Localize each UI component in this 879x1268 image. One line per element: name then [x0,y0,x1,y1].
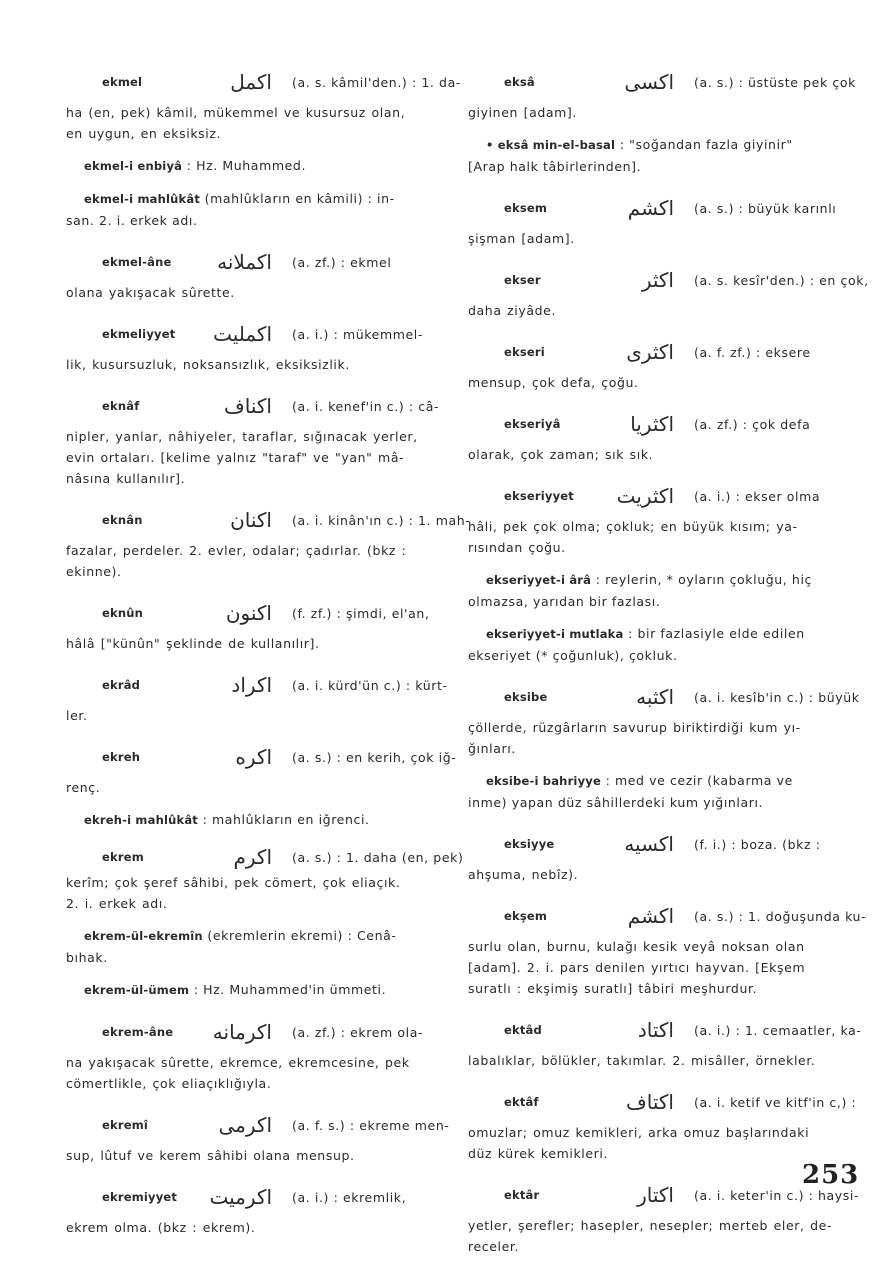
headword: ekseri [504,345,545,359]
definition-line: ha (en, pek) kâmil, mükemmel ve kusursuz olan, [66,105,406,120]
dictionary-entry [66,314,444,375]
subentry-text: bıhak. [66,950,108,965]
arabic-script: اكثبه [636,685,674,709]
headword: ekremiyyet [102,1190,178,1204]
definition-start: (a. i.) : ekremlik, [292,1189,407,1205]
subentry-text: (mahlûkların en kâmili) : in- [204,191,395,206]
headword: ekser [504,273,541,287]
entry-heading [66,386,444,426]
entry-heading [468,476,846,516]
definition-start: (a. i.) : 1. cemaatler, ka- [694,1022,862,1038]
entry-heading [66,242,444,282]
dictionary-entry [468,404,846,465]
arabic-script: اكرميت [209,1185,272,1209]
dictionary-entry [66,925,444,968]
entry-heading [66,737,457,777]
subentry-text: : Hz. Muhammed. [186,158,307,173]
headword: ektâd [504,1023,542,1037]
dictionary-entry [468,824,846,885]
dictionary-entry [66,386,444,489]
dictionary-entry [66,842,464,914]
arabic-script: اكمل [230,70,272,94]
subentry-headword: eksibe-i bahriyye [486,774,601,788]
dictionary-entry [468,896,867,999]
definition-start: (a. s.) : 1. daha (en, pek) [292,849,464,865]
dictionary-entry [66,242,444,303]
headword: ekrâd [102,678,141,692]
headword: ekremî [102,1118,149,1132]
subentry-text: san. 2. i. erkek adı. [66,213,198,228]
dictionary-entry [66,593,444,654]
entry-heading [468,896,867,936]
subentry-text: : Hz. Muhammed'in ümmeti. [193,982,387,997]
definition-line: olarak, çok zaman; sık sık. [468,447,654,462]
headword: ekşem [504,909,548,923]
dictionary-entry [66,1012,444,1094]
definition-line: receler. [468,1239,520,1254]
definition-line: ler. [66,708,88,723]
arabic-script: اكره [235,745,272,769]
definition-start: (a. zf.) : çok defa [694,416,811,432]
definition-line: sup, lûtuf ve kerem sâhibi olana mensup. [66,1148,355,1163]
headword: ekmel [102,75,143,89]
entry-heading [468,332,846,372]
definition-start: (a. s.) : en kerih, çok iğ- [292,749,457,765]
definition-line: şişman [adam]. [468,231,575,246]
entry-heading [468,260,869,300]
dictionary-entry [66,62,461,144]
dictionary-entry [66,809,444,831]
definition-line: na yakışacak sûrette, ekremce, ekremcesine, pek [66,1055,410,1070]
entry-heading [66,314,444,354]
dictionary-entry [468,134,846,177]
subentry [468,569,846,612]
dictionary-entry [468,476,846,558]
definition-line: lik, kusursuzluk, noksansızlık, eksiksizlik. [66,357,350,372]
arabic-script: اكثرى [626,340,674,364]
headword: ekmel-âne [102,255,172,269]
definition-start: (a. zf.) : ekmel [292,254,392,270]
headword: ekseriyâ [504,417,561,431]
headword: eksem [504,201,548,215]
arabic-script: اكنان [230,508,272,532]
subentry-text: : reylerin, * oyların çokluğu, hiç [595,572,813,587]
definition-line: rısından çoğu. [468,540,566,555]
dictionary-entry [468,1082,857,1164]
arabic-script: اكثريا [630,412,674,436]
subentry [468,623,846,666]
headword: ekrem-âne [102,1025,174,1039]
definition-line: surlu olan, burnu, kulağı kesik veyâ noksan olan [468,939,805,954]
definition-line: hâli, pek çok olma; çokluk; en büyük kısım; ya- [468,519,798,534]
subentry-headword: ekrem-ül-ekremîn [84,929,203,943]
subentry [468,134,846,177]
definition-line: [adam]. 2. i. pars denilen yırtıcı hayvan. [Ekşem [468,960,806,975]
definition-line: nipler, yanlar, nâhiyeler, taraflar, sığınacak yerler, [66,429,418,444]
definition-line: giyinen [adam]. [468,105,577,120]
dictionary-entry [66,188,444,231]
definition-line: hâlâ ["künûn" şeklinde de kullanılır]. [66,636,320,651]
arabic-script: اكرم [233,845,272,869]
dictionary-entry [66,665,448,726]
definition-line: kerîm; çok şeref sâhibi, pek cömert, çok eliaçık. [66,875,401,890]
arabic-script: اكشم [627,904,674,928]
definition-line: olana yakışacak sûrette. [66,285,235,300]
page-number: 253 [802,1160,860,1190]
left-column [66,62,471,1249]
entry-heading [468,404,846,444]
headword: eknân [102,513,143,527]
definition-line: çöllerde, rüzgârların savurup biriktirdiği kum yı- [468,720,801,735]
definition-line: renç. [66,780,101,795]
arabic-script: اكراد [231,673,272,697]
dictionary-entry [468,260,869,321]
definition-line: ekrem olma. (bkz : ekrem). [66,1220,256,1235]
definition-start: (a. s. kesîr'den.) : en çok, [694,272,869,288]
arabic-script: اكمليت [213,322,272,346]
entry-heading [468,824,846,864]
dictionary-entry [468,677,860,759]
headword: ekreh [102,750,141,764]
subentry-text: : "soğandan fazla giyinir" [619,137,793,152]
subentry [66,155,444,177]
subentry-text: : mahlûkların en iğrenci. [202,812,370,827]
dictionary-entry [66,737,457,798]
arabic-script: اكثر [641,268,674,292]
arabic-script: اكناف [224,394,272,418]
dictionary-entry [66,155,444,177]
entry-heading [66,500,471,540]
entry-heading [468,1010,862,1050]
headword: ekrem [102,850,144,864]
dictionary-entry [66,500,471,582]
arabic-script: اكتاف [626,1090,674,1114]
headword: eknâf [102,399,140,413]
definition-line: daha ziyâde. [468,303,557,318]
arabic-script: اكرمانه [212,1020,272,1044]
entry-heading [66,665,448,705]
definition-line: ğınları. [468,741,516,756]
dictionary-entry [66,1105,450,1166]
definition-start: (a. i. keter'in c.) : haysi- [694,1187,860,1203]
definition-line: omuzlar; omuz kemikleri, arka omuz başlarındaki [468,1125,810,1140]
entry-heading [468,188,846,228]
definition-start: (f. zf.) : şimdi, el'an, [292,605,430,621]
dictionary-entry [468,770,846,813]
arabic-script: اكتاد [637,1018,674,1042]
definition-line: yetler, şerefler; hasepler, nesepler; merteb eler, de- [468,1218,833,1233]
dictionary-entry [468,1010,862,1071]
headword: ekseriyyet [504,489,574,503]
entry-heading [66,842,464,872]
definition-line: suratlı : ekşimiş suratlı] tâbiri meşhurdur. [468,981,758,996]
subentry-headword: ekrem-ül-ümem [84,983,190,997]
arabic-script: اكرمى [218,1113,272,1137]
definition-start: (a. i. ketif ve kitf'in c,) : [694,1094,857,1110]
dictionary-entry [468,332,846,393]
entry-heading [66,593,444,633]
definition-line: 2. i. erkek adı. [66,896,168,911]
entry-heading [468,677,860,717]
subentry-headword: ekmel-i enbiyâ [84,159,183,173]
entry-heading [66,1177,444,1217]
definition-start: (a. f. s.) : ekreme men- [292,1117,450,1133]
definition-start: (a. i. kürd'ün c.) : kürt- [292,677,448,693]
definition-line: ekinne). [66,564,122,579]
definition-line: en uygun, en eksiksiz. [66,126,222,141]
headword: ekmeliyyet [102,327,176,341]
definition-start: (a. s.) : 1. doğuşunda ku- [694,908,867,924]
subentry-headword: ekmel-i mahlûkât [84,192,201,206]
arabic-script: اكسيه [624,832,674,856]
dictionary-entry [468,188,846,249]
definition-line: ahşuma, nebîz). [468,867,579,882]
subentry-headword: ekseriyyet-i ârâ [486,573,592,587]
definition-start: (a. f. zf.) : eksere [694,344,811,360]
subentry-text: : bir fazlasiyle elde edilen [628,626,805,641]
arabic-script: اكسى [624,70,674,94]
entry-heading [66,1012,444,1052]
headword: eksâ [504,75,535,89]
definition-line: cömertlikle, çok eliaçıklığıyla. [66,1076,272,1091]
definition-start: (a. zf.) : ekrem ola- [292,1024,424,1040]
headword: eksibe [504,690,548,704]
subentry [66,188,444,231]
definition-start: (f. i.) : boza. (bkz : [694,836,821,852]
headword: ektâf [504,1095,539,1109]
headword: ektâr [504,1188,540,1202]
subentry-text: : med ve cezir (kabarma ve [605,773,793,788]
right-column [468,62,869,1268]
arabic-script: اكتار [637,1183,674,1207]
dictionary-entry [66,1177,444,1238]
subentry-headword: ekseriyyet-i mutlaka [486,627,624,641]
subentry-text: ekseriyet (* çoğunluk), çokluk. [468,648,678,663]
arabic-script: اكنون [225,601,272,625]
subentry-text: olmazsa, yarıdan bir fazlası. [468,594,661,609]
entry-heading [468,62,856,102]
arabic-script: اكملانه [217,250,272,274]
subentry-headword: • eksâ min-el-basal [486,138,616,152]
subentry-text: inme) yapan düz sâhillerdeki kum yığınları. [468,795,764,810]
headword: eksiyye [504,837,555,851]
definition-start: (a. i.) : ekser olma [694,488,821,504]
dictionary-entry [468,569,846,612]
definition-start: (a. i. kesîb'in c.) : büyük [694,689,860,705]
subentry [66,925,444,968]
dictionary-entry [468,62,856,123]
subentry-text: (ekremlerin ekremi) : Cenâ- [207,928,397,943]
definition-line: fazalar, perdeler. 2. evler, odalar; çadırlar. (bkz : [66,543,407,558]
entry-heading [468,1082,857,1122]
entry-heading [66,1105,450,1145]
subentry [468,770,846,813]
definition-start: (a. s. kâmil'den.) : 1. da- [292,74,461,90]
definition-line: evin ortaları. [kelime yalnız "taraf" ve "yan" mâ- [66,450,405,465]
definition-line: nâsına kullanılır]. [66,471,186,486]
subentry-text: [Arap halk tâbirlerinden]. [468,159,642,174]
dictionary-entry [66,979,444,1001]
arabic-script: اكشم [627,196,674,220]
entry-heading [66,62,461,102]
definition-line: labalıklar, bölükler, takımlar. 2. misâller, örnekler. [468,1053,816,1068]
arabic-script: اكثريت [616,484,674,508]
definition-line: düz kürek kemikleri. [468,1146,609,1161]
definition-start: (a. i. kinân'ın c.) : 1. mah- [292,512,471,528]
subentry [66,979,444,1001]
headword: eknûn [102,606,144,620]
dictionary-entry [468,623,846,666]
definition-line: mensup, çok defa, çoğu. [468,375,639,390]
definition-start: (a. i.) : mükemmel- [292,326,423,342]
definition-start: (a. i. kenef'in c.) : câ- [292,398,440,414]
subentry-headword: ekreh-i mahlûkât [84,813,198,827]
definition-start: (a. s.) : üstüste pek çok [694,74,856,90]
subentry [66,809,444,831]
definition-start: (a. s.) : büyük karınlı [694,200,837,216]
